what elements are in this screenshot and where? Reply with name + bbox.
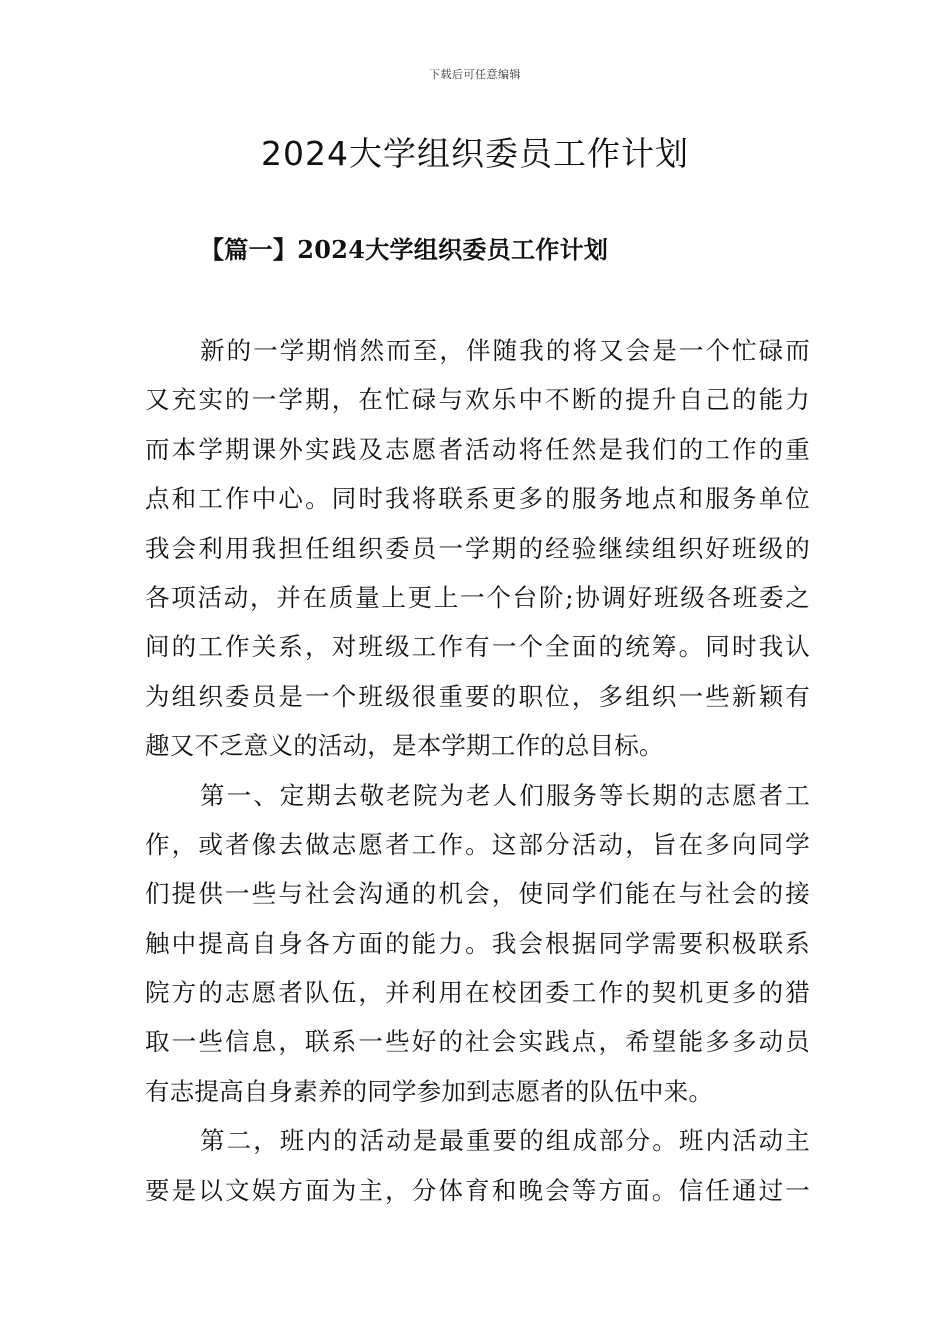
text-line: 为组织委员是一个班级很重要的职位，多组织一些新颖有	[145, 681, 810, 711]
text-line: 而本学期课外实践及志愿者活动将任然是我们的工作的重	[145, 434, 810, 464]
text-line: 作，或者像去做志愿者工作。这部分活动，旨在多向同学	[145, 829, 810, 859]
text-line: 趣又不乏意义的活动，是本学期工作的总目标。	[145, 731, 664, 761]
text-line: 第二，班内的活动是最重要的组成部分。班内活动主	[200, 1126, 810, 1156]
text-line: 新的一学期悄然而至，伴随我的将又会是一个忙碌而	[200, 336, 810, 365]
text-line: 点和工作中心。同时我将联系更多的服务地点和服务单位	[145, 484, 810, 514]
text-line: 取一些信息，联系一些好的社会实践点，希望能多多动员	[145, 1027, 810, 1057]
text-line: 触中提高自身各方面的能力。我会根据同学需要积极联系	[145, 928, 810, 958]
text-line: 间的工作关系，对班级工作有一个全面的统筹。同时我认	[145, 632, 810, 662]
text-line: 我会利用我担任组织委员一学期的经验继续组织好班级的	[145, 533, 810, 563]
text-line: 有志提高自身素养的同学参加到志愿者的队伍中来。	[145, 1076, 714, 1106]
text-line: 要是以文娱方面为主，分体育和晚会等方面。信任通过一	[145, 1175, 810, 1205]
document-body	[145, 326, 810, 1215]
document-title: 2024大学组织委员工作计划	[261, 134, 689, 173]
text-line: 第一、定期去敬老院为老人们服务等长期的志愿者工	[200, 780, 810, 810]
paragraph-3	[145, 1116, 810, 1215]
section-heading: 【篇一】2024大学组织委员工作计划	[200, 235, 609, 264]
text-line: 又充实的一学期，在忙碌与欢乐中不断的提升自己的能力	[145, 385, 810, 415]
header-note: 下载后可任意编辑	[429, 68, 521, 81]
text-line: 各项活动，并在质量上更上一个台阶;协调好班级各班委之	[145, 582, 810, 612]
paragraph-1	[145, 326, 810, 771]
text-line: 院方的志愿者队伍，并利用在校团委工作的契机更多的猎	[145, 978, 810, 1008]
text-line: 们提供一些与社会沟通的机会，使同学们能在与社会的接	[145, 879, 810, 909]
paragraph-2	[145, 771, 810, 1117]
